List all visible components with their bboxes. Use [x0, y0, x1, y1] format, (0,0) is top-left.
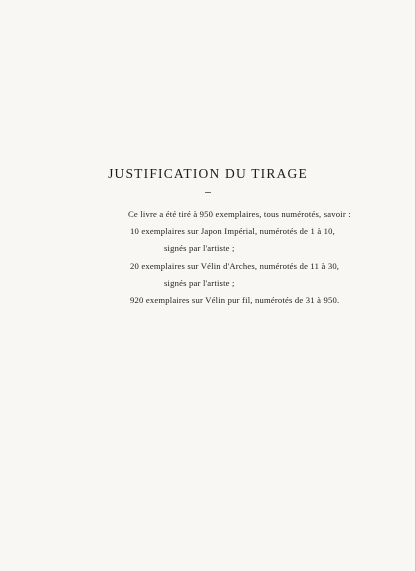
edition-velin-pur-fil: 920 exemplaires sur Vélin pur fil, numérotés de 31 à 950. [130, 295, 340, 305]
edition-arches-signed: signés par l'artiste ; [164, 278, 235, 288]
print-run-intro: Ce livre a été tiré à 950 exemplaires, tous numérotés, savoir : [128, 209, 351, 219]
edition-japon-imperial: 10 exemplaires sur Japon Impérial, numérotés de 1 à 10, [130, 226, 336, 236]
edition-japon-signed: signés par l'artiste ; [164, 243, 235, 253]
edition-velin-arches: 20 exemplaires sur Vélin d'Arches, numérotés de 11 à 30, [130, 261, 340, 271]
page-title: JUSTIFICATION DU TIRAGE [108, 166, 308, 181]
title-divider [205, 192, 211, 193]
